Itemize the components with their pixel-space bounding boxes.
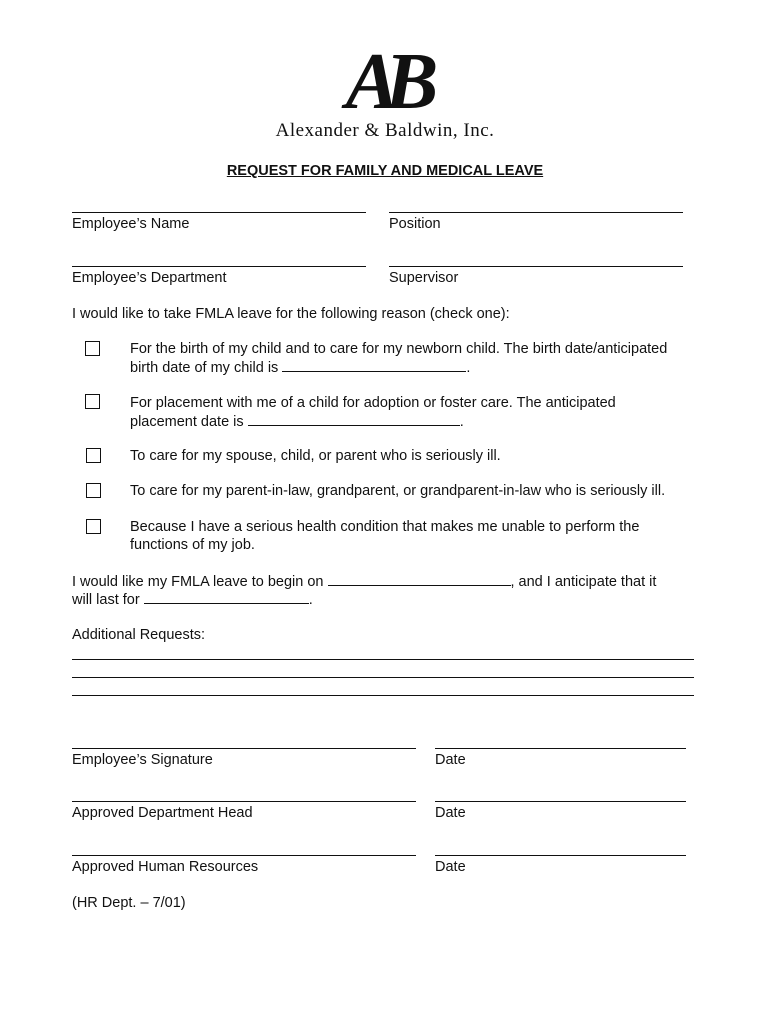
hr-label: Approved Human Resources xyxy=(72,859,259,875)
reason-placement-date-line xyxy=(130,412,464,431)
employee-department-line[interactable] xyxy=(72,266,366,267)
employee-signature-date-label: Date xyxy=(435,752,466,768)
reason-birth-checkbox[interactable] xyxy=(85,341,100,356)
company-logo xyxy=(300,46,470,116)
leave-duration-suffix: . xyxy=(308,592,313,608)
reason-in-law-text: To care for my parent-in-law, grandparent, or grandparent-in-law who is seriously ill. xyxy=(130,483,666,499)
leave-duration-prefix: will last for xyxy=(72,592,140,608)
leave-begin-suffix: , and I anticipate that it xyxy=(510,574,657,590)
employee-signature-date-line[interactable] xyxy=(435,748,686,749)
form-revision-note: (HR Dept. – 7/01) xyxy=(72,895,186,911)
leave-begin-line xyxy=(72,572,656,591)
reason-spouse-text: To care for my spouse, child, or parent who is seriously ill. xyxy=(130,448,501,464)
reason-own-health-checkbox[interactable] xyxy=(86,519,101,534)
leave-duration-line xyxy=(72,590,313,609)
company-name: Alexander & Baldwin, Inc. xyxy=(275,120,495,141)
dept-head-date-label: Date xyxy=(435,805,466,821)
leave-begin-date-field[interactable] xyxy=(328,572,511,586)
employee-name-line[interactable] xyxy=(72,212,366,213)
hr-date-line[interactable] xyxy=(435,855,686,856)
employee-name-label: Employee’s Name xyxy=(72,216,190,232)
form-title: REQUEST FOR FAMILY AND MEDICAL LEAVE xyxy=(226,163,544,179)
reason-birth-text: For the birth of my child and to care for my newborn child. The birth date/anticipated xyxy=(130,341,668,357)
reason-spouse-checkbox[interactable] xyxy=(86,448,101,463)
leave-begin-prefix: I would like my FMLA leave to begin on xyxy=(72,574,324,590)
reason-birth-date-prefix: birth date of my child is xyxy=(130,360,279,376)
birth-date-field[interactable] xyxy=(282,358,466,372)
reason-own-health-text-2: functions of my job. xyxy=(130,537,255,553)
hr-signature-line[interactable] xyxy=(72,855,416,856)
reason-prompt: I would like to take FMLA leave for the following reason (check one): xyxy=(72,306,510,322)
additional-requests-line-2[interactable] xyxy=(72,677,694,678)
reason-placement-date-prefix: placement date is xyxy=(130,414,244,430)
additional-requests-line-1[interactable] xyxy=(72,659,694,660)
additional-requests-line-3[interactable] xyxy=(72,695,694,696)
dept-head-signature-line[interactable] xyxy=(72,801,416,802)
dept-head-date-line[interactable] xyxy=(435,801,686,802)
leave-duration-field[interactable] xyxy=(144,590,309,604)
reason-placement-text: For placement with me of a child for adoption or foster care. The anticipated xyxy=(130,395,616,411)
hr-date-label: Date xyxy=(435,859,466,875)
employee-department-label: Employee’s Department xyxy=(72,270,227,286)
supervisor-line[interactable] xyxy=(389,266,683,267)
reason-placement-checkbox[interactable] xyxy=(85,394,100,409)
reason-in-law-checkbox[interactable] xyxy=(86,483,101,498)
employee-signature-line[interactable] xyxy=(72,748,416,749)
employee-signature-label: Employee’s Signature xyxy=(72,752,213,768)
reason-placement-date-suffix: . xyxy=(459,414,464,430)
reason-birth-date-line xyxy=(130,358,470,377)
reason-birth-date-suffix: . xyxy=(466,360,471,376)
dept-head-label: Approved Department Head xyxy=(72,805,253,821)
placement-date-field[interactable] xyxy=(248,412,460,426)
position-line[interactable] xyxy=(389,212,683,213)
reason-own-health-text: Because I have a serious health condition that makes me unable to perform the xyxy=(130,519,640,535)
logo-letters: AB xyxy=(345,46,425,116)
position-label: Position xyxy=(389,216,441,232)
additional-requests-label: Additional Requests: xyxy=(72,627,205,643)
supervisor-label: Supervisor xyxy=(389,270,459,286)
